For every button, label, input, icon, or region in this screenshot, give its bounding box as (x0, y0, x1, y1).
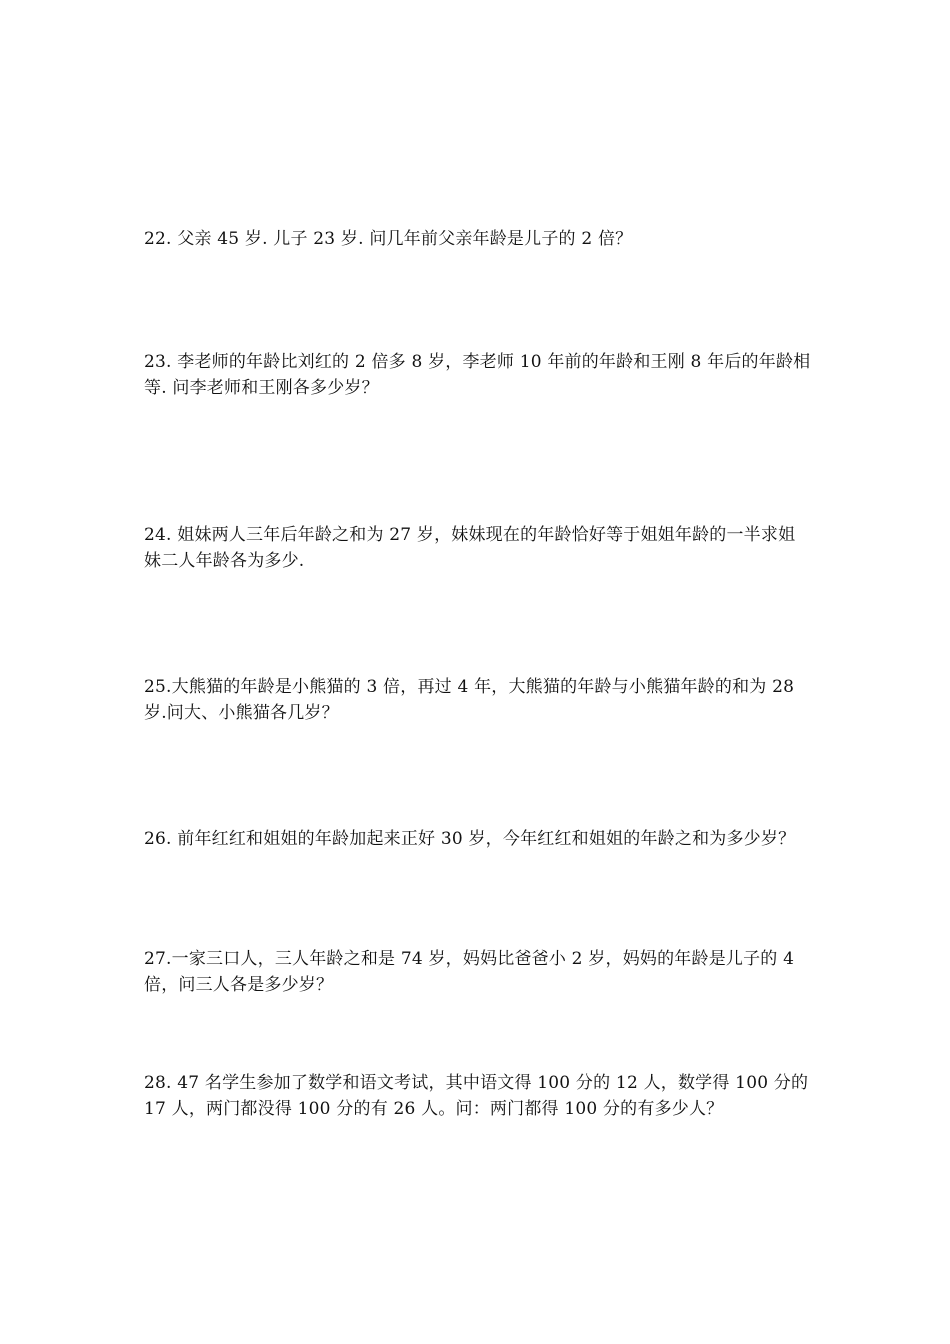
question-24: 24. 姐妹两人三年后年龄之和为 27 岁，妹妹现在的年龄恰好等于姐姐年龄的一半求姐妹二人年龄各为多少. (144, 525, 796, 571)
question-22: 22. 父亲 45 岁. 儿子 23 岁. 问几年前父亲年龄是儿子的 2 倍？ (144, 229, 633, 249)
question-26: 26. 前年红红和姐姐的年龄加起来正好 30 岁，今年红红和姐姐的年龄之和为多少岁？ (144, 829, 796, 849)
question-28: 28. 47 名学生参加了数学和语文考试，其中语文得 100 分的 12 人，数学得 100 分的 17 人，两门都没得 100 分的有 26 人。问：两门都得 100 分的有多少人？ (144, 1073, 809, 1119)
question-27: 27.一家三口人，三人年龄之和是 74 岁，妈妈比爸爸小 2 岁，妈妈的年龄是儿子的 4 倍，问三人各是多少岁？ (144, 949, 795, 995)
question-23: 23. 李老师的年龄比刘红的 2 倍多 8 岁，李老师 10 年前的年龄和王刚 8 年后的年龄相等. 问李老师和王刚各多少岁？ (144, 352, 811, 398)
question-25: 25.大熊猫的年龄是小熊猫的 3 倍，再过 4 年，大熊猫的年龄与小熊猫年龄的和为 28 岁.问大、小熊猫各几岁？ (144, 677, 795, 723)
